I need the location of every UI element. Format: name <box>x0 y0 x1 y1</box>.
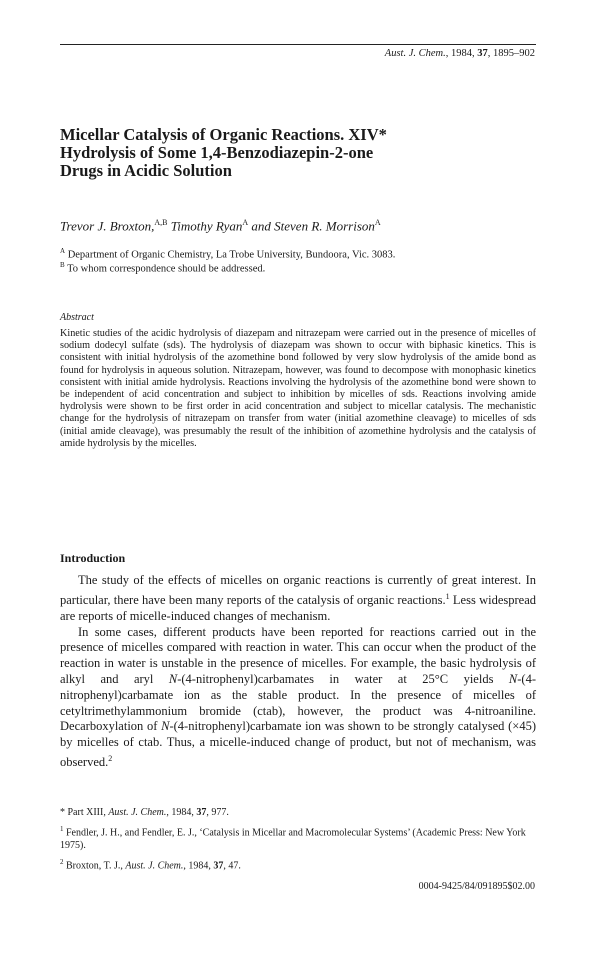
abstract-heading: Abstract <box>60 312 94 323</box>
footnote-1: $^1$ Fendler, J. H., and Fendler, E. J., ‘Catalysis in Micellar and Macromolecular Systems’ (Academic Press: New York 1975). <box>60 825 526 851</box>
footnotes <box>60 807 536 876</box>
journal-citation: Aust. J. Chem., 1984, 37, 1895–902 <box>384 48 535 59</box>
footnote-star: * Part XIII, Aust. J. Chem., 1984, 37, 977. <box>60 807 229 818</box>
affiliation-b: $^B$ To whom correspondence should be addressed. <box>60 261 266 275</box>
affiliation-a: $^A$ Department of Organic Chemistry, La Trobe University, Bundoora, Vic. 3083. <box>60 247 396 261</box>
article-code: 0004-9425/84/091895$02.00 <box>418 881 535 892</box>
header-rule <box>60 44 536 45</box>
introduction-heading: Introduction <box>60 551 126 565</box>
paper-title: Micellar Catalysis of Organic Reactions. XIV* Hydrolysis of Some 1,4-Benzodiazepin-2-one Drugs in Acidic Solution <box>60 125 387 180</box>
introduction-body <box>60 573 536 771</box>
abstract-text: Kinetic studies of the acidic hydrolysis of diazepam and nitrazepam were carried out in the presence of micelles of sodium dodecyl sulfate (sds). The hydrolysis of diazepam was shown to occur with biphasic kinetics. This is consistent with initial hydrolysis of the azomethine bond followed by very slow hydrolysis of the amide bond as found for hydrolysis in aqueous solution. Nitrazepam, however, was found to decompose with monophasic kinetics consistent with initial amide hydrolysis. Reactions involving the hydrolysis of the azomethine bond were shown to be independent of acid concentration and subject to inhibition by micelles of sds. Reactions involving amide hydrolysis were shown to be first order in acid concentration and subject to micellar catalysis. The mechanistic change for the hydrolysis of nitrazepam on transfer from water (initial azomethine cleavage) to micelles of sds (initial amide cleavage), was presumably the result of the inhibition of azomethine hydrolysis and the catalysis of amide hydrolysis by the micelles. <box>60 328 536 449</box>
author-list: Trevor J. Broxton,$^{A,B}$ Timothy Ryan$^A$ and Steven R. Morrison$^A$ <box>60 218 381 234</box>
paragraph-1: The study of the effects of micelles on organic reactions is currently of great interest. In particular, there have been many reports of the catalysis of organic reactions.$^1$ Less widespread are reports of micelle-induced changes of mechanism. <box>60 573 536 623</box>
footnote-2: $^2$ Broxton, T. J., Aust. J. Chem., 1984, 37, 47. <box>60 857 241 872</box>
paragraph-2: In some cases, different products have been reported for reactions carried out in the presence of micelles compared with reaction in water. This can occur when the product of the reaction in water is unstable in the presence of micelles. For example, the basic hydrolysis of alkyl and aryl N-(4-nitrophenyl)carbamates in water at 25°C yields N-(4-nitrophenyl)carbamate ion as the stable product. In the presence of micelles of cetyltrimethylammonium bromide (ctab), however, the product was 4-nitroaniline. Decarboxylation of N-(4-nitrophenyl)carbamate ion was shown to be strongly catalysed (×45) by micelles of ctab. Thus, a micelle-induced change of product, but not of mechanism, was observed.$^2$ <box>60 624 536 770</box>
